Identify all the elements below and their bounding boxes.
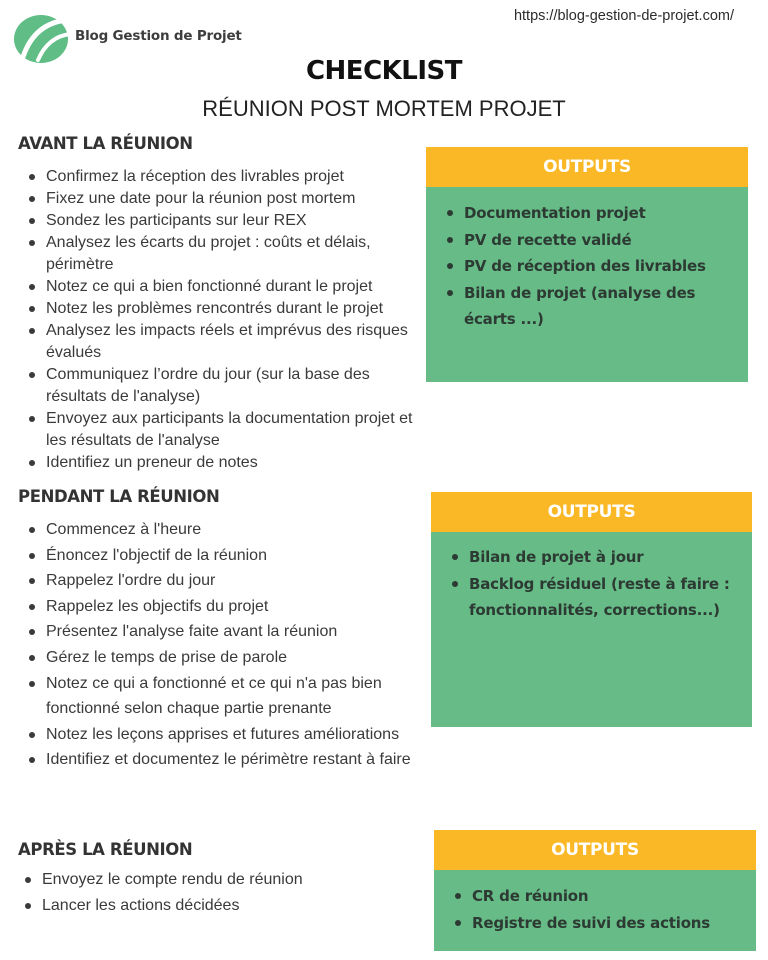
output-item: Bilan de projet (analyse des écarts ...) — [464, 280, 748, 333]
output-item: Backlog résiduel (reste à faire : fonctionnalités, corrections...) — [469, 571, 752, 624]
list-item: Sondez les participants sur leur REX — [46, 210, 418, 232]
list-item: Rappelez les objectifs du projet — [46, 594, 418, 620]
list-item: Envoyez aux participants la documentation projet et les résultats de l'analyse — [46, 408, 418, 452]
page-subtitle: RÉUNION POST MORTEM PROJET — [202, 96, 566, 121]
outputs-box-pendant — [431, 492, 752, 727]
outputs-title: OUTPUTS — [431, 492, 752, 532]
outputs-title: OUTPUTS — [434, 830, 756, 870]
list-item: Présentez l'analyse faite avant la réunion — [46, 619, 418, 645]
outputs-list — [426, 187, 748, 333]
output-item: Documentation projet — [464, 200, 748, 227]
section-title-avant: AVANT LA RÉUNION — [18, 134, 193, 153]
list-item: Gérez le temps de prise de parole — [46, 645, 418, 671]
list-item: Commencez à l'heure — [46, 517, 418, 543]
site-url[interactable]: https://blog-gestion-de-projet.com/ — [513, 8, 734, 24]
list-item: Analysez les impacts réels et imprévus des risques évalués — [46, 320, 418, 364]
list-item: Énoncez l'objectif de la réunion — [46, 543, 418, 569]
list-item: Identifiez un preneur de notes — [46, 452, 418, 474]
list-item: Lancer les actions décidées — [42, 893, 414, 919]
list-item: Identifiez et documentez le périmètre restant à faire — [46, 747, 418, 773]
outputs-box-avant — [426, 147, 748, 382]
output-item: PV de réception des livrables — [464, 253, 748, 280]
outputs-list — [431, 532, 752, 624]
output-item: PV de recette validé — [464, 227, 748, 254]
outputs-box-apres — [434, 830, 756, 951]
list-item: Rappelez l'ordre du jour — [46, 568, 418, 594]
outputs-title: OUTPUTS — [426, 147, 748, 187]
checklist-pendant — [18, 517, 418, 773]
brand-name: Blog Gestion de Projet — [75, 28, 242, 44]
checklist-avant — [18, 166, 418, 474]
section-title-pendant: PENDANT LA RÉUNION — [18, 487, 220, 506]
list-item: Notez les problèmes rencontrés durant le projet — [46, 298, 418, 320]
outputs-list — [434, 870, 756, 936]
output-item: Registre de suivi des actions — [472, 910, 756, 937]
section-title-apres: APRÈS LA RÉUNION — [18, 840, 193, 859]
page-title: CHECKLIST — [305, 56, 463, 86]
list-item: Notez les leçons apprises et futures améliorations — [46, 722, 418, 748]
output-item: CR de réunion — [472, 883, 756, 910]
list-item: Analysez les écarts du projet : coûts et délais, périmètre — [46, 232, 418, 276]
list-item: Envoyez le compte rendu de réunion — [42, 867, 414, 893]
output-item: Bilan de projet à jour — [469, 544, 752, 571]
list-item: Confirmez la réception des livrables projet — [46, 166, 418, 188]
list-item: Notez ce qui a fonctionné et ce qui n'a pas bien fonctionné selon chaque partie prenante — [46, 671, 418, 722]
checklist-apres — [14, 867, 414, 918]
list-item: Notez ce qui a bien fonctionné durant le projet — [46, 276, 418, 298]
list-item: Fixez une date pour la réunion post mortem — [46, 188, 418, 210]
list-item: Communiquez l’ordre du jour (sur la base des résultats de l'analyse) — [46, 364, 418, 408]
